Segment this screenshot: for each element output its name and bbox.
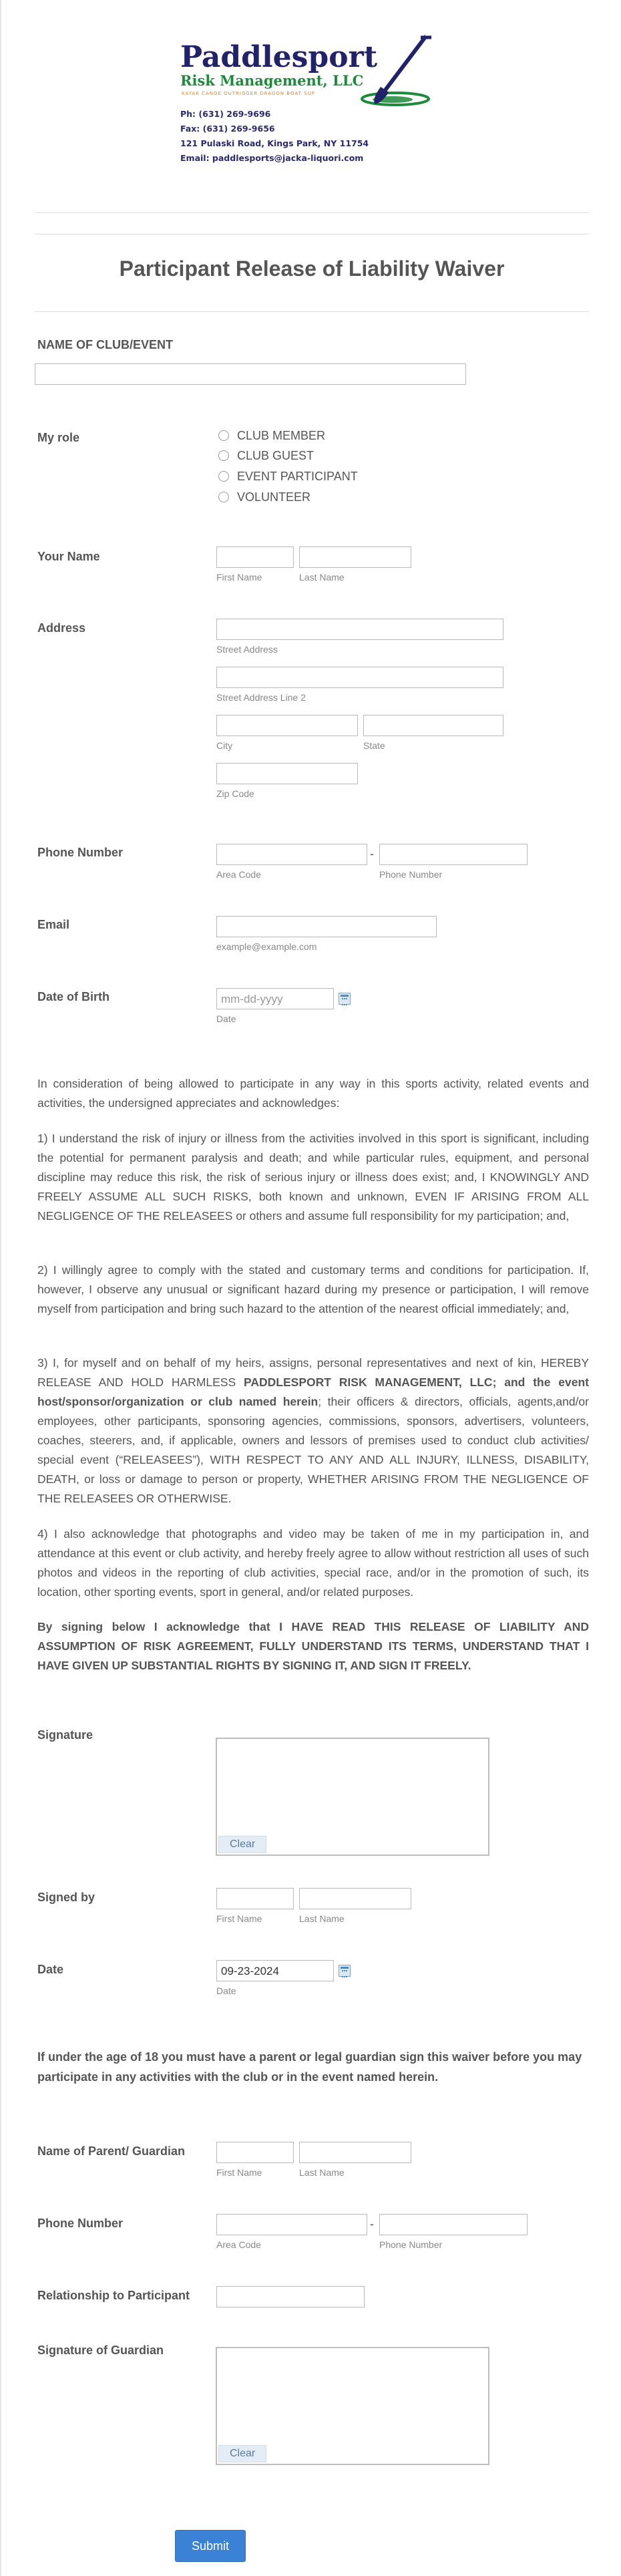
street-address-2-input[interactable] (216, 667, 503, 688)
street-address-2-sublabel: Street Address Line 2 (216, 692, 306, 703)
radio-button[interactable] (218, 471, 229, 482)
area-code-input[interactable] (216, 844, 367, 865)
phone-number-sublabel: Phone Number (379, 869, 443, 880)
relationship-label: Relationship to Participant (37, 2289, 190, 2302)
logo-subtitle: Risk Management, LLC (180, 72, 364, 89)
guardian-signature-label: Signature of Guardian (37, 2344, 164, 2357)
email-input[interactable] (216, 916, 437, 937)
guardian-first-name-sublabel: First Name (216, 2167, 262, 2178)
logo-tagline: KAYAK CANOE OUTRIGGER DRAGON BOAT SUP (182, 91, 315, 96)
waiver-paragraph-3 (37, 1353, 589, 1508)
guardian-phone-number-sublabel: Phone Number (379, 2239, 443, 2250)
date-label: Date (37, 1963, 64, 1976)
contact-email: Email: paddlesports@jacka-liquori.com (180, 153, 364, 163)
role-option-label: CLUB MEMBER (237, 428, 326, 442)
address-label: Address (37, 621, 86, 635)
waiver-paragraph-2: 2) I willingly agree to comply with the stated and customary terms and conditions for participation. If, however, I observe any unusual or significant hazard during my presence or participation, I will remove myself from participation and bring such hazard to the attention of the nearest official immediately; and, (37, 1263, 589, 1315)
role-option[interactable] (218, 446, 314, 465)
divider (35, 212, 589, 213)
club-event-label: NAME OF CLUB/EVENT (37, 338, 174, 351)
guardian-phone-label: Phone Number (37, 2217, 124, 2230)
calendar-icon[interactable] (339, 993, 351, 1005)
guardian-area-code-input[interactable] (216, 2214, 367, 2235)
waiver-paragraph-3-rest: ; their officers & directors, officials, agents,and/or employees, other participants, sponsoring agencies, commissions, sponsors, advertisers, volunteers, coaches, steerers, and, if applicable, owners and lessors of premises used to conduct club activities/ special event (“RELEASEES”), WITH RESPECT TO ANY AND ALL INJURY, ILLNESS, DISABILITY, DEATH, or loss or damage to person or property, WHETHER ARISING FROM THE NEGLIGENCE OF THE RELEASEES OR OTHERWISE. (37, 1395, 589, 1505)
city-sublabel: City (216, 740, 233, 751)
phone-label: Phone Number (37, 846, 124, 859)
signed-by-label: Signed by (37, 1891, 95, 1904)
radio-button[interactable] (218, 450, 229, 461)
last-name-input[interactable] (299, 546, 411, 568)
contact-fax: Fax: (631) 269-9656 (180, 124, 275, 134)
radio-button[interactable] (218, 492, 229, 502)
relationship-input[interactable] (216, 2286, 365, 2307)
waiver-intro: In consideration of being allowed to participate in any way in this sports activity, related events and activities, the undersigned appreciates and acknowledges: (37, 1077, 589, 1110)
role-option-label: VOLUNTEER (237, 490, 311, 504)
clear-guardian-signature-button[interactable]: Clear (218, 2445, 266, 2462)
name-label: Your Name (37, 550, 100, 563)
guardian-last-name-input[interactable] (299, 2142, 411, 2163)
waiver-paragraph-4: 4) I also acknowledge that photographs and video may be taken of me in my participation in, and attendance at this event or club activity, and hereby freely agree to allow without restriction all uses of such photos and videos in the reporting of club activities, special race, and/or in the promotion of such, its location, other sporting events, sport in general, and/or related purposes. (37, 1527, 589, 1599)
guardian-phone-number-input[interactable] (379, 2214, 528, 2235)
dob-input[interactable]: mm-dd-yyyy (216, 988, 334, 1009)
signed-by-first-input[interactable] (216, 1888, 294, 1909)
signature-pad[interactable] (216, 1738, 489, 1856)
role-option[interactable] (218, 488, 310, 506)
signature-label: Signature (37, 1728, 93, 1742)
paddle-logo-icon (180, 35, 447, 108)
dob-sublabel: Date (216, 1013, 236, 1024)
role-label: My role (37, 431, 80, 444)
signed-by-last-sublabel: Last Name (299, 1913, 345, 1924)
role-option[interactable] (218, 467, 358, 486)
logo-name: Paddlesport (180, 40, 378, 74)
contact-phone: Ph: (631) 269-9696 (180, 109, 271, 119)
company-logo (180, 35, 447, 108)
zip-sublabel: Zip Code (216, 788, 254, 799)
guardian-signature-pad[interactable] (216, 2347, 489, 2465)
waiver-acknowledgement: By signing below I acknowledge that I HAVE READ THIS RELEASE OF LIABILITY AND ASSUMPTION OF RISK AGREEMENT, FULLY UNDERSTAND ITS TERMS, UNDERSTAND THAT I HAVE GIVEN UP SUBSTANTIAL RIGHTS BY SIGNING IT, AND SIGN IT FREELY. (37, 1620, 589, 1672)
waiver-paragraph-1: 1) I understand the risk of injury or illness from the activities involved in this sport is significant, including the potential for permanent paralysis and death; and while particular rules, equipment, and personal discipline may reduce this risk, the risk of serious injury or illness does exist; and, I KNOWINGLY AND FREELY ASSUME ALL SUCH RISKS, both known and unknown, EVEN IF ARISING FROM ALL NEGLIGENCE OF THE RELEASEES or others and assume full responsibility for my participation; and, (37, 1132, 589, 1223)
clear-signature-button[interactable]: Clear (218, 1836, 266, 1853)
contact-info (180, 107, 369, 166)
phone-number-input[interactable] (379, 844, 528, 865)
dob-label: Date of Birth (37, 990, 110, 1003)
guardian-last-name-sublabel: Last Name (299, 2167, 345, 2178)
calendar-icon[interactable] (339, 1965, 351, 1977)
radio-button[interactable] (218, 430, 229, 441)
submit-button[interactable]: Submit (175, 2530, 246, 2562)
city-input[interactable] (216, 715, 358, 736)
date-input[interactable]: 09-23-2024 (216, 1960, 334, 1981)
first-name-sublabel: First Name (216, 572, 262, 583)
guardian-note: If under the age of 18 you must have a parent or legal guardian sign this waiver before you may participate in any activities with the club or in the event named herein. (37, 2050, 582, 2084)
signed-by-last-input[interactable] (299, 1888, 411, 1909)
club-event-input[interactable] (35, 363, 466, 385)
guardian-area-code-sublabel: Area Code (216, 2239, 261, 2250)
state-sublabel: State (363, 740, 385, 751)
last-name-sublabel: Last Name (299, 572, 345, 583)
street-address-input[interactable] (216, 619, 503, 640)
page-title: Participant Release of Liability Waiver (119, 257, 505, 281)
state-input[interactable] (363, 715, 503, 736)
area-code-sublabel: Area Code (216, 869, 261, 880)
email-hint: example@example.com (216, 941, 317, 952)
signed-by-first-sublabel: First Name (216, 1913, 262, 1924)
waiver-paragraph-3-start: 3) I, for myself and on behalf of my heirs, assigns, personal representatives and next of kin, HEREBY RELEASE AND HOLD HARMLESS (37, 1356, 589, 1389)
email-label: Email (37, 918, 70, 931)
first-name-input[interactable] (216, 546, 294, 568)
street-address-sublabel: Street Address (216, 644, 278, 655)
waiver-paragraph-3-parties: PADDLESPORT RISK MANAGEMENT, LLC; and the event host/sponsor/organization or club named herein (37, 1376, 590, 1408)
contact-address: 121 Pulaski Road, Kings Park, NY 11754 (180, 138, 369, 148)
guardian-name-label: Name of Parent/ Guardian (37, 2144, 186, 2158)
divider (35, 311, 589, 312)
role-option[interactable] (218, 426, 325, 445)
role-option-label: CLUB GUEST (237, 448, 315, 462)
phone-separator: - (370, 847, 374, 860)
guardian-first-name-input[interactable] (216, 2142, 294, 2163)
zip-input[interactable] (216, 763, 358, 784)
date-sublabel: Date (216, 1985, 236, 1996)
role-option-label: EVENT PARTICIPANT (237, 469, 358, 483)
phone-separator: - (370, 2217, 374, 2231)
